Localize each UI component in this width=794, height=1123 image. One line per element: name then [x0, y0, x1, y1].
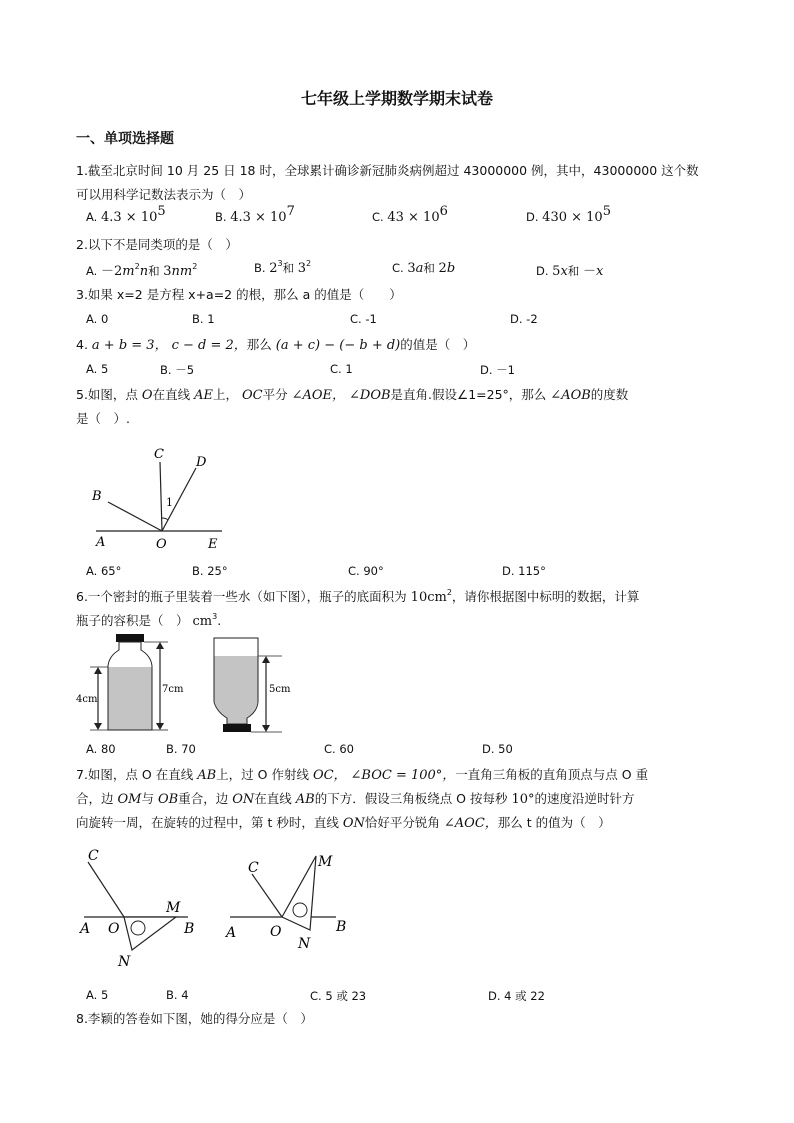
q5-label-d: D — [196, 455, 207, 470]
q7-fig2-label-o: O — [270, 924, 282, 940]
q8-stem: 8.李颖的答卷如下图，她的得分应是（ ） — [76, 1011, 313, 1026]
q7-fig2-label-m: M — [318, 854, 333, 870]
q7-fig1-label-c: C — [88, 848, 99, 864]
q2-stem: 2.以下不是同类项的是（ ） — [76, 237, 238, 252]
q2-option-c[interactable]: C. 3a和 2b — [392, 261, 456, 276]
q1-option-d[interactable]: D. $430 \times 10^5$ — [526, 204, 611, 225]
q6-line2: 瓶子的容积是（ ） $cm^3$. — [76, 612, 222, 629]
q7-fig1-label-b: B — [184, 921, 195, 937]
q3-stem: 3.如果 x=2 是方程 x+a=2 的根，那么 a 的值是（ ） — [76, 287, 402, 302]
q7-fig2-label-a: A — [226, 925, 237, 941]
q7-option-c[interactable]: C. 5 或 23 — [310, 989, 367, 1003]
q5-label-c: C — [154, 447, 164, 462]
q7-fig1-label-a: A — [80, 921, 91, 937]
q4-stem: 4. a + b = 3， c − d = 2，那么 (a + c) − (− b + d)的值是（ ） — [76, 337, 476, 353]
q4-option-d[interactable]: D. －1 — [480, 363, 515, 377]
q2-option-b[interactable]: B. $2^3$和 $3^2$ — [254, 259, 312, 276]
q7-figure-2 — [224, 846, 354, 972]
q7-figure-1 — [76, 846, 206, 972]
q3-option-a[interactable]: A. 0 — [86, 312, 109, 326]
q4-option-c[interactable]: C. 1 — [330, 362, 353, 376]
q5-option-b[interactable]: B. 25° — [192, 564, 228, 578]
q7-fig2-label-c: C — [248, 860, 259, 876]
q6-label-4cm: 4cm — [76, 694, 98, 705]
q6-bottle-inverted — [206, 632, 316, 736]
q5-line2: 是（ ）. — [76, 411, 130, 426]
q6-option-c[interactable]: C. 60 — [324, 742, 354, 756]
q7-fig1-label-m: M — [166, 900, 181, 916]
q1-option-c[interactable]: C. $43 \times 10^6$ — [372, 204, 448, 225]
q7-line3: 向旋转一周，在旋转的过程中，第 t 秒时，直线 ON恰好平分锐角 ∠AOC，那么 t 的值为（ ） — [76, 815, 611, 831]
q5-option-a[interactable]: A. 65° — [86, 564, 122, 578]
q6-bottle-upright — [76, 632, 192, 736]
q6-line1: 6.一个密封的瓶子里装着一些水（如下图），瓶子的底面积为 $10cm^2$，请你根据图中标明的数据，计算 — [76, 588, 640, 605]
q7-option-a[interactable]: A. 5 — [86, 988, 109, 1002]
section-heading: 一、单项选择题 — [76, 131, 174, 147]
q3-option-b[interactable]: B. 1 — [192, 312, 215, 326]
q7-option-d[interactable]: D. 4 或 22 — [488, 989, 545, 1003]
q6-option-a[interactable]: A. 80 — [86, 742, 116, 756]
q7-line2: 合，边 OM与 OB重合，边 ON在直线 AB的下方．假设三角板绕点 O 按每秒 10°的速度沿逆时针方 — [76, 791, 635, 807]
q2-option-d[interactable]: D. 5x和 －x — [536, 264, 604, 279]
q4-option-b[interactable]: B. －5 — [160, 363, 195, 377]
q5-label-e: E — [208, 537, 218, 552]
q1-line2: 可以用科学记数法表示为（ ） — [76, 187, 252, 202]
q5-option-d[interactable]: D. 115° — [502, 564, 546, 578]
q7-line1: 7.如图，点 O 在直线 AB上，过 O 作射线 OC， ∠BOC = 100°，一直角三角板的直角顶点与点 O 重 — [76, 767, 649, 783]
q2-option-a[interactable]: A. $-2m^2n$和 $3nm^2$ — [86, 262, 198, 279]
q5-label-b: B — [92, 489, 102, 504]
q7-fig2-label-b: B — [336, 919, 347, 935]
q5-figure — [86, 440, 246, 560]
q1-option-a[interactable]: A. $4.3 \times 10^5$ — [86, 204, 166, 225]
q7-fig2-label-n: N — [298, 936, 311, 952]
q7-option-b[interactable]: B. 4 — [166, 988, 189, 1002]
q3-option-d[interactable]: D. -2 — [510, 312, 538, 326]
q5-option-c[interactable]: C. 90° — [348, 564, 384, 578]
q1-line1: 1.截至北京时间 10 月 25 日 18 时，全球累计确诊新冠肺炎病例超过 43000000 例，其中，43000000 这个数 — [76, 163, 699, 178]
q3-option-c[interactable]: C. -1 — [350, 312, 377, 326]
q5-label-a: A — [96, 535, 106, 550]
q1-option-b[interactable]: B. $4.3 \times 10^7$ — [215, 204, 295, 225]
q5-line1: 5.如图，点 O在直线 AE上， OC平分 ∠AOE， ∠DOB是直角.假设∠1=25°，那么 ∠AOB的度数 — [76, 387, 629, 403]
page-title: 七年级上学期数学期末试卷 — [300, 89, 493, 108]
q6-label-7cm: 7cm — [162, 684, 184, 695]
q7-fig1-label-o: O — [108, 921, 120, 937]
q7-fig1-label-n: N — [118, 954, 131, 970]
q6-option-b[interactable]: B. 70 — [166, 742, 196, 756]
q6-label-5cm: 5cm — [269, 684, 291, 695]
q5-label-1: 1 — [166, 496, 173, 509]
q4-option-a[interactable]: A. 5 — [86, 362, 109, 376]
q5-label-o: O — [156, 537, 167, 552]
q6-option-d[interactable]: D. 50 — [482, 742, 513, 756]
